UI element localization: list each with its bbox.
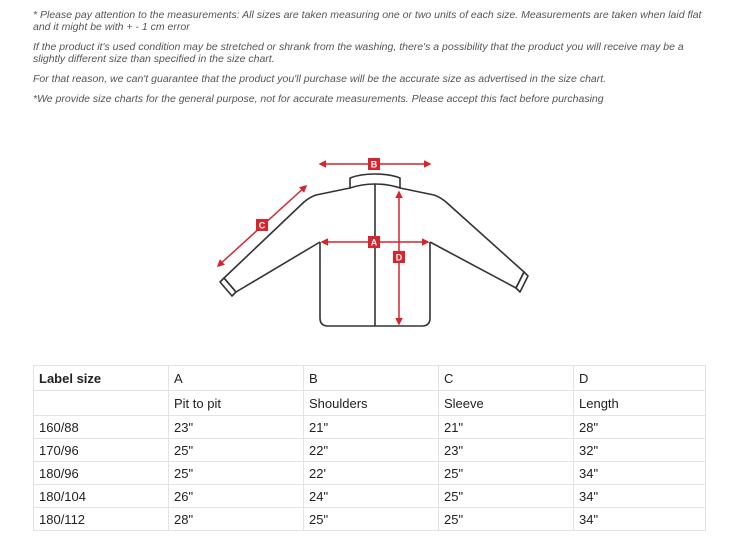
header-b: B — [304, 366, 439, 391]
table-row — [34, 462, 706, 485]
note-condition: If the product it's used condition may be stretched or shrank from the washing, there's a possibility that the product you will receive may be a slightly different size than specified in the size chart. — [33, 41, 684, 65]
jacket-outline-icon — [220, 174, 528, 326]
cell-label-size: 180/96 — [34, 462, 169, 485]
measure-c-arrow — [218, 186, 306, 266]
label-d: D — [395, 252, 403, 263]
cell-c: 25" — [439, 462, 574, 485]
subheader-empty — [34, 391, 169, 416]
cell-label-size: 160/88 — [34, 416, 169, 439]
cell-b: 22' — [304, 462, 439, 485]
header-c: C — [439, 366, 574, 391]
table-row — [34, 416, 706, 439]
measure-d-arrow — [393, 192, 405, 324]
jacket-measurement-diagram — [200, 150, 540, 340]
cell-d: 34" — [574, 485, 706, 508]
table-row — [34, 485, 706, 508]
cell-a: 28" — [169, 508, 304, 531]
table-subheader-row — [34, 391, 706, 416]
label-c: C — [258, 220, 266, 231]
cell-c: 23" — [439, 439, 574, 462]
note-guarantee: For that reason, we can't guarantee that the product you'll purchase will be the accurate size as advertised in the size chart. — [33, 73, 607, 85]
table-row — [34, 508, 706, 531]
cell-b: 25" — [304, 508, 439, 531]
cell-d: 28" — [574, 416, 706, 439]
cell-c: 25" — [439, 485, 574, 508]
cell-c: 21" — [439, 416, 574, 439]
label-b: B — [370, 159, 378, 170]
cell-b: 21" — [304, 416, 439, 439]
header-d: D — [574, 366, 706, 391]
subheader-shoulders: Shoulders — [304, 391, 439, 416]
cell-d: 34" — [574, 462, 706, 485]
note-measurement: * Please pay attention to the measurements: All sizes are taken measuring one or two units of each size. Measurements are taken when laid flat and it might be with + - 1 cm error — [33, 9, 702, 33]
cell-label-size: 180/104 — [34, 485, 169, 508]
cell-d: 34" — [574, 508, 706, 531]
cell-d: 32" — [574, 439, 706, 462]
cell-a: 26" — [169, 485, 304, 508]
subheader-sleeve: Sleeve — [439, 391, 574, 416]
cell-b: 24" — [304, 485, 439, 508]
header-a: A — [169, 366, 304, 391]
measure-a-arrow — [322, 236, 428, 248]
cell-label-size: 170/96 — [34, 439, 169, 462]
measure-b-arrow — [320, 158, 430, 170]
cell-c: 25" — [439, 508, 574, 531]
size-chart-table — [33, 365, 706, 531]
label-a: A — [370, 237, 378, 248]
subheader-length: Length — [574, 391, 706, 416]
cell-a: 25" — [169, 439, 304, 462]
subheader-pit-to-pit: Pit to pit — [169, 391, 304, 416]
cell-a: 25" — [169, 462, 304, 485]
size-notes — [33, 9, 713, 113]
cell-b: 22" — [304, 439, 439, 462]
header-label-size: Label size — [34, 366, 169, 391]
note-general-purpose: *We provide size charts for the general purpose, not for accurate measurements. Please accept this fact before purchasing — [33, 93, 604, 105]
table-header-row — [34, 366, 706, 391]
cell-label-size: 180/112 — [34, 508, 169, 531]
cell-a: 23" — [169, 416, 304, 439]
table-row — [34, 439, 706, 462]
